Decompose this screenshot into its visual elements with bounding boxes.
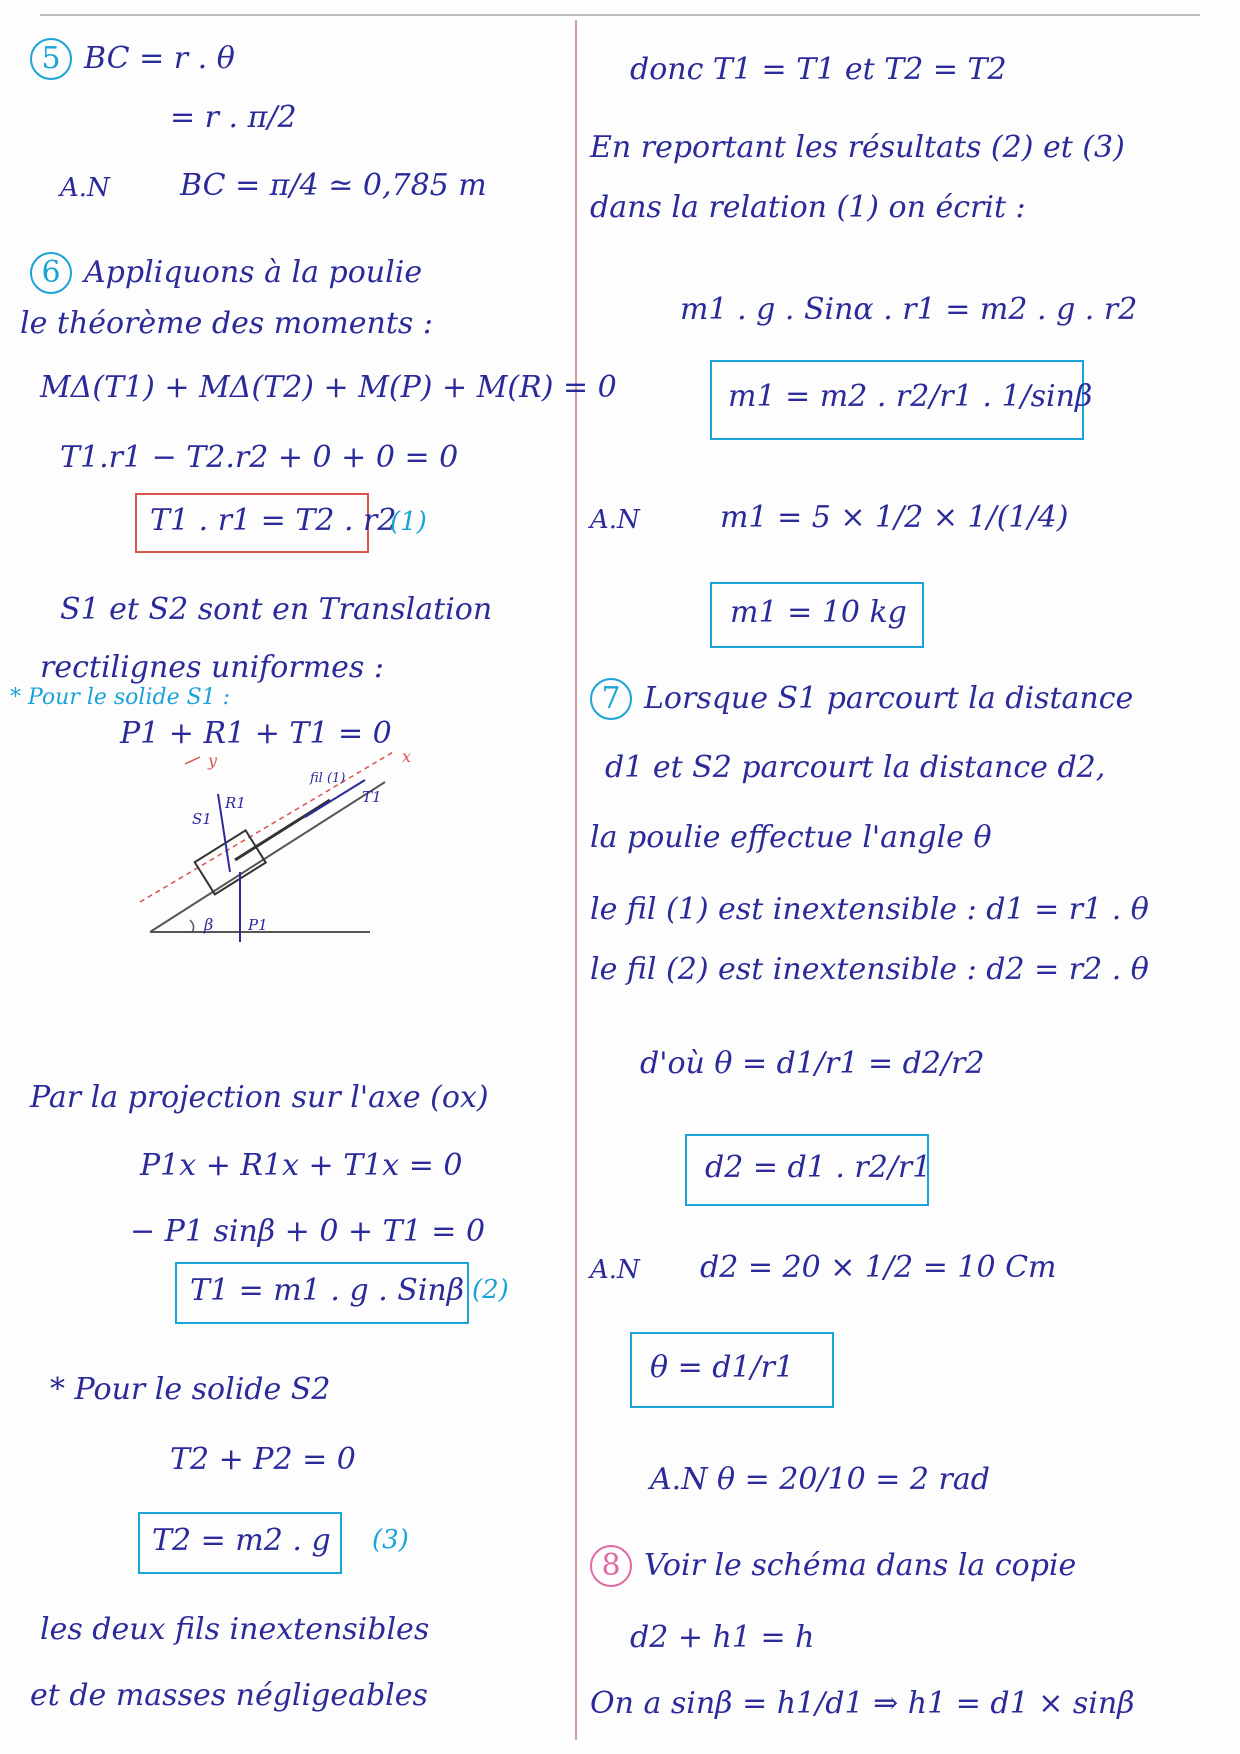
right-line-5: m1 = 5 × 1/2 × 1/(1/4) [720,500,1069,535]
section-7-line-5: le fil (2) est inextensible : d2 = r2 . θ [590,952,1149,987]
right-line-1: donc T1 = T1 et T2 = T2 [630,52,1007,87]
diagram-r1-label: R1 [225,794,246,812]
boxed-result-2-text: T1 = m1 . g . Sinβ [190,1273,465,1308]
diagram-fil-label: fil (1) [310,771,346,786]
section-6-line-12: * Pour le solide S2 [50,1372,331,1407]
section-7-line-7: d2 = 20 × 1/2 = 10 Cm [700,1250,1057,1285]
section-6-line-5: S1 et S2 sont en Translation [60,592,493,627]
section-6-equilibrium-s1: P1 + R1 + T1 = 0 [120,716,392,751]
boxed-d2-formula-text: d2 = d1 . r2/r1 [705,1150,932,1185]
section-5-line-1: 5 BC = r . θ [30,38,235,80]
section-6-moments-expanded: T1.r1 − T2.r2 + 0 + 0 = 0 [60,440,459,475]
right-an-label-2: A.N [590,1255,640,1285]
diagram-s1-label: S1 [192,810,212,828]
section-6-projection-expanded: − P1 sinβ + 0 + T1 = 0 [130,1214,486,1249]
right-line-3: dans la relation (1) on écrit : [590,190,1026,225]
section-6-line-1: 6 Appliquons à la poulie [30,252,422,294]
section-6-line-15: et de masses négligeables [30,1678,428,1713]
section-8-line-2: d2 + h1 = h [630,1620,815,1655]
section-5-line-3: BC = π/4 ≃ 0,785 m [180,168,487,203]
section-6-number: 6 [30,252,72,294]
diagram-x-label: x [402,752,412,766]
section-6-line-14: les deux fils inextensibles [40,1612,430,1647]
diagram-p1-label: P1 [248,916,268,934]
section-7-line-4: le fil (1) est inextensible : d1 = r1 . θ [590,892,1149,927]
section-7-line-3: la poulie effectue l'angle θ [590,820,992,855]
section-5-an-label: A.N [60,173,110,203]
section-8-number: 8 [590,1545,632,1587]
right-line-4: m1 . g . Sinα . r1 = m2 . g . r2 [680,292,1138,327]
section-7-line-8: A.N θ = 20/10 = 2 rad [650,1462,990,1497]
section-6-equilibrium-s2: T2 + P2 = 0 [170,1442,356,1477]
boxed-m1-formula-text: m1 = m2 . r2/r1 . 1/sinβ [728,379,1093,414]
right-line-2: En reportant les résultats (2) et (3) [590,130,1125,165]
boxed-result-1-text: T1 . r1 = T2 . r2 [150,503,397,538]
section-5-line-2: = r . π/2 [170,100,297,135]
column-divider [575,20,577,1740]
section-6-line-2: le théorème des moments : [20,306,433,341]
boxed-result-3-tag: (3) [372,1525,409,1555]
top-rule [40,14,1200,16]
section-5-number: 5 [30,38,72,80]
boxed-result-2-tag: (2) [472,1275,509,1305]
section-7-line-2: d1 et S2 parcourt la distance d2, [605,750,1106,785]
section-7-number: 7 [590,678,632,720]
boxed-m1-value-text: m1 = 10 kg [730,595,907,630]
diagram-y-label: y [208,752,218,770]
section-8-line-1: 8 Voir le schéma dans la copie [590,1545,1076,1587]
boxed-result-3-text: T2 = m2 . g [152,1523,331,1558]
section-6-moments-equation: MΔ(T1) + MΔ(T2) + M(P) + M(R) = 0 [40,370,617,405]
right-an-label-1: A.N [590,505,640,535]
section-8-line-3: On a sinβ = h1/d1 ⇒ h1 = d1 × sinβ [590,1686,1135,1721]
section-7-line-1: 7 Lorsque S1 parcourt la distance [590,678,1133,720]
section-7-line-6: d'où θ = d1/r1 = d2/r2 [640,1046,985,1081]
section-6-line-9: Par la projection sur l'axe (ox) [30,1080,489,1115]
boxed-result-1-tag: (1) [390,507,427,537]
diagram-t1-label: T1 [362,788,382,806]
section-6-line-6: rectilignes uniformes : [40,650,384,685]
boxed-theta-formula-text: θ = d1/r1 [650,1350,795,1385]
section-6-line-7: * Pour le solide S1 : [10,685,231,710]
incline-diagram [130,752,430,952]
diagram-beta-label: β [204,915,214,934]
section-6-projection: P1x + R1x + T1x = 0 [140,1148,463,1183]
